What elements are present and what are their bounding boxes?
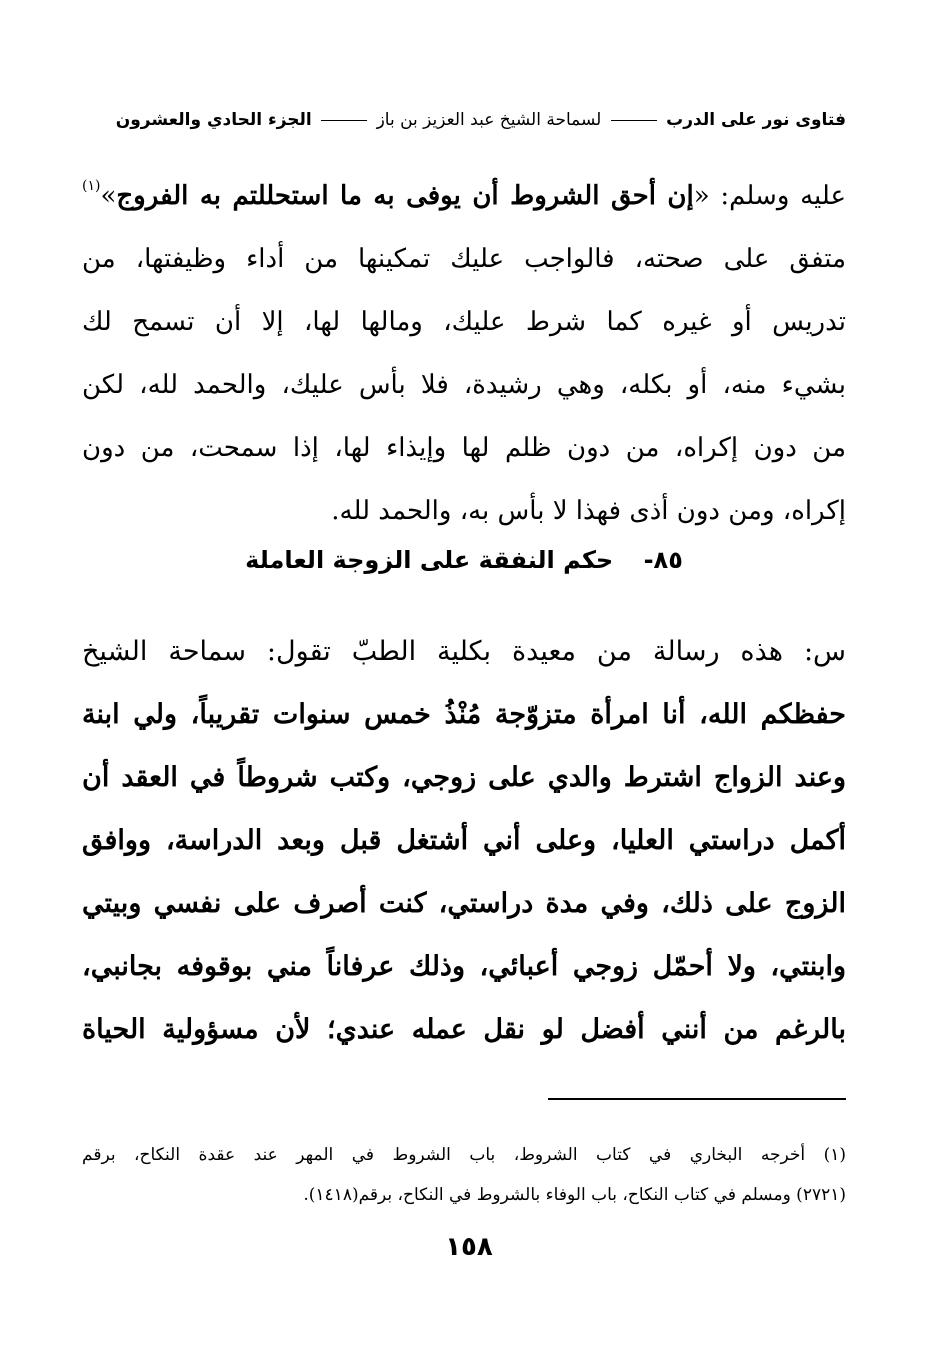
answer-line: متفق على صحته، فالواجب عليك تمكينها من أداء وظيفتها، من <box>82 244 846 274</box>
header-dash <box>611 120 657 121</box>
answer-paragraph <box>82 155 846 543</box>
answer-line: من دون إكراه، من دون ظلم لها وإيذاء لها، إذا سمحت، من دون <box>82 433 846 463</box>
quote-suffix: » <box>100 181 117 211</box>
question-line: وعند الزواج اشترط والدي على زوجي، وكتب شروطاً في العقد أن <box>82 762 846 793</box>
question-line: أكمل دراستي العليا، وعلى أني أشتغل قبل وبعد الدراسة، ووافق <box>82 825 846 856</box>
footnote <box>82 1135 846 1215</box>
section-heading <box>82 540 846 580</box>
header-book-title: فتاوى نور على الدرب <box>666 110 846 130</box>
footnote-line: (٢٧٢١) ومسلم في كتاب النكاح، باب الوفاء بالشروط في النكاح، برقم(١٤١٨). <box>303 1185 846 1205</box>
answer-line: إكراه، ومن دون أذى فهذا لا بأس به، والحمد لله. <box>331 496 846 526</box>
footnote-ref[interactable]: (١) <box>82 178 101 194</box>
question-line: الزوج على ذلك، وفي مدة دراستي، كنت أصرف على نفسي وبيتي <box>82 888 846 919</box>
page-number: ١٥٨ <box>445 1232 493 1262</box>
quote-prefix: عليه وسلم: « <box>693 181 846 211</box>
footnote-line: (١) أخرجه البخاري في كتاب الشروط، باب الشروط في المهر عند عقدة النكاح، برقم <box>82 1145 846 1165</box>
question-line: بالرغم من أنني أفضل لو نقل عمله عندي؛ لأن مسؤولية الحياة <box>82 1014 846 1045</box>
answer-line: بشيء منه، أو بكله، وهي رشيدة، فلا بأس عليك، والحمد لله، لكن <box>82 370 846 400</box>
question-line: حفظكم الله، أنا امرأة متزوّجة مُنْذُ خمس سنوات تقريباً، ولي ابنة <box>82 699 846 730</box>
section-title-text: حكم النفقة على الزوجة العاملة <box>245 546 614 574</box>
question-line: س: هذه رسالة من معيدة بكلية الطبّ تقول: سماحة الشيخ <box>82 636 846 667</box>
section-number: ٨٥- <box>643 546 683 574</box>
header-author: لسماحة الشيخ عبد العزيز بن باز <box>376 110 602 130</box>
running-header <box>82 108 846 132</box>
header-dash <box>321 120 367 121</box>
footnote-divider <box>548 1098 846 1100</box>
header-volume: الجزء الحادي والعشرون <box>115 110 312 130</box>
question-line: وابنتي، ولا أحمّل زوجي أعبائي، وذلك عرفاناً مني بوقوفه بجانبي، <box>82 951 846 982</box>
question-paragraph <box>82 620 846 1061</box>
answer-line-1 <box>82 155 846 228</box>
hadith-quote: إن أحق الشروط أن يوفى به ما استحللتم به الفروج <box>116 181 694 211</box>
answer-line: تدريس أو غيره كما شرط عليك، ومالها لها، إلا أن تسمح لك <box>82 307 846 337</box>
